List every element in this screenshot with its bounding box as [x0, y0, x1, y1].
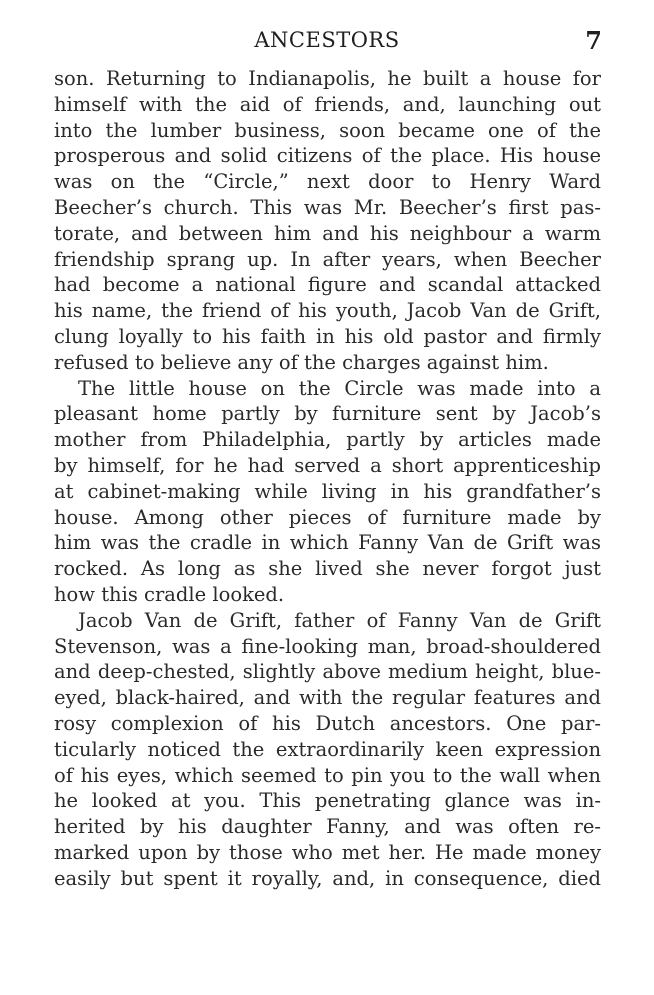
text-line: eyed, black-haired, and with the regular features and: [54, 686, 601, 710]
running-title: ANCESTORS: [254, 28, 400, 52]
text-line: ticularly noticed the extraordinarily keen expression: [54, 737, 601, 761]
text-line: easily but spent it royally, and, in consequence, died: [54, 866, 601, 890]
text-line: friendship sprang up. In after years, when Beecher: [54, 247, 601, 271]
page-number: 7: [585, 26, 602, 55]
text-line: of his eyes, which seemed to pin you to the wall when: [54, 763, 601, 787]
text-line: rocked. As long as she lived she never forgot just: [54, 557, 601, 581]
text-line: he looked at you. This penetrating glance was in-: [54, 789, 601, 813]
text-line: son. Returning to Indianapolis, he built a house for: [54, 67, 601, 90]
text-line: pleasant home partly by furniture sent by Jacob’s: [54, 402, 601, 426]
text-line: and deep-chested, slightly above medium height, blue-: [54, 660, 601, 684]
text-line: prosperous and solid citizens of the place. His house: [54, 144, 601, 168]
running-head: [0, 28, 654, 56]
text-line: Stevenson, was a fine-looking man, broad-shouldered: [54, 634, 601, 658]
text-line: marked upon by those who met her. He made money: [54, 840, 601, 864]
text-line: how this cradle looked.: [54, 582, 285, 606]
text-line: at cabinet-making while living in his grandfather’s: [54, 479, 601, 503]
text-line: The little house on the Circle was made into a: [78, 376, 601, 400]
text-line: refused to believe any of the charges against him.: [54, 350, 549, 374]
text-line: by himself, for he had served a short apprenticeship: [54, 453, 601, 477]
text-line: clung loyally to his faith in his old pastor and firmly: [54, 324, 601, 348]
text-line: his name, the friend of his youth, Jacob Van de Grift,: [54, 299, 601, 323]
text-line: was on the “Circle,” next door to Henry Ward: [54, 170, 601, 194]
text-line: into the lumber business, soon became one of the: [54, 118, 601, 142]
text-line: herited by his daughter Fanny, and was often re-: [54, 815, 601, 839]
text-line: Jacob Van de Grift, father of Fanny Van de Grift: [78, 608, 601, 632]
body-text: [54, 66, 601, 892]
text-line: him was the cradle in which Fanny Van de Grift was: [54, 531, 601, 555]
text-line: Beecher’s church. This was Mr. Beecher’s first pas-: [54, 195, 601, 219]
text-line: himself with the aid of friends, and, launching out: [54, 92, 601, 116]
text-line: had become a national figure and scandal attacked: [54, 273, 601, 297]
text-line: rosy complexion of his Dutch ancestors. One par-: [54, 711, 601, 735]
text-line: mother from Philadelphia, partly by articles made: [54, 428, 601, 452]
text-line: torate, and between him and his neighbour a warm: [54, 221, 601, 245]
text-line: house. Among other pieces of furniture made by: [54, 505, 601, 529]
